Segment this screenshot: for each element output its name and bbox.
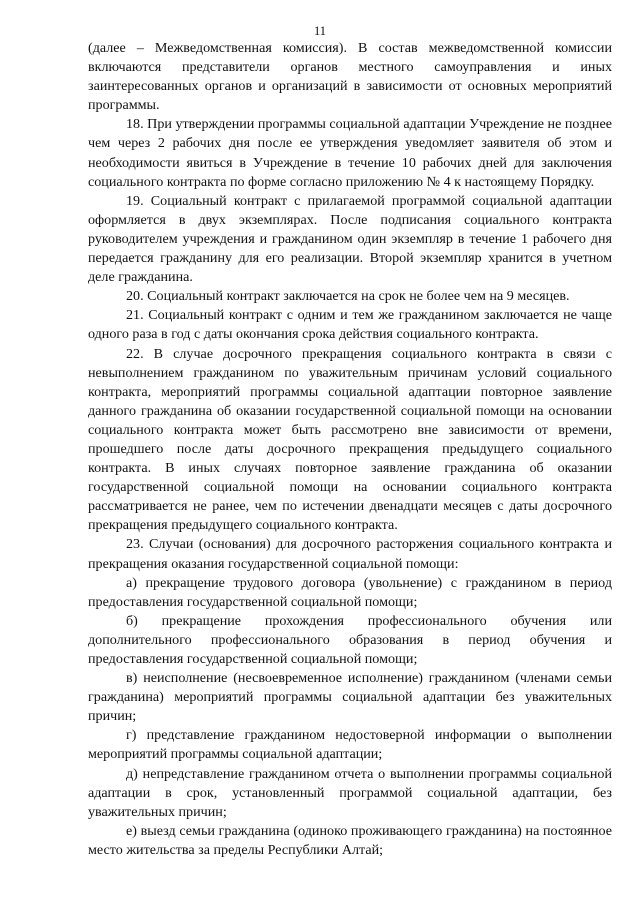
subitem-b: б) прекращение прохождения профессионального обучения или дополнительного профессионального образования в период обучения и предоставления государственной социальной помощи; bbox=[88, 612, 612, 667]
paragraph-item-19: 19. Социальный контракт с прилагаемой программой социальной адаптации оформляется в двух экземплярах. После подписания социального контракта руководителем учреждения и гражданином один экземпляр в течение 1 рабочего дня передается гражданину для его реализации. Второй экземпляр хранится в учетном деле гражданина. bbox=[88, 192, 612, 286]
paragraph-item-22: 22. В случае досрочного прекращения социального контракта в связи с невыполнением гражданином по уважительным причинам условий социального контракта, мероприятий программы социальной адаптации повторное заявление данного гражданина об оказании государственной социальной помощи на основании социального контракта может быть рассмотрено вне зависимости от времени, прошедшего после даты досрочного прекращения предыдущего социального контракта. В иных случаях повторное заявление гражданина об оказании государственной социальной помощи на основании социального контракта рассматривается не ранее, чем по истечении двенадцати месяцев с даты досрочного прекращения предыдущего социального контракта. bbox=[88, 345, 612, 534]
paragraph-item-23: 23. Случаи (основания) для досрочного расторжения социального контракта и прекращения оказания государственной социальной помощи: bbox=[88, 536, 612, 572]
page-number: 11 bbox=[313, 24, 327, 38]
document-body bbox=[88, 39, 612, 860]
paragraph-item-21: 21. Социальный контракт с одним и тем же гражданином заключается не чаще одного раза в год с даты окончания срока действия социального контракта. bbox=[88, 307, 612, 343]
subitem-a: а) прекращение трудового договора (увольнение) с гражданином в период предоставления государственной социальной помощи; bbox=[88, 574, 612, 610]
subitem-e: е) выезд семьи гражданина (одиноко проживающего гражданина) на постоянное место жительства за пределы Республики Алтай; bbox=[88, 822, 612, 858]
subitem-v: в) неисполнение (несвоевременное исполнение) гражданином (членами семьи гражданина) мероприятий программы социальной адаптации без уважительных причин; bbox=[88, 670, 612, 725]
subitem-d: д) непредставление гражданином отчета о выполнении программы социальной адаптации в срок, установленный программой социальной адаптации, без уважительных причин; bbox=[88, 765, 612, 820]
subitem-g: г) представление гражданином недостоверной информации о выполнении мероприятий программы социальной адаптации; bbox=[88, 727, 612, 763]
paragraph-item-18: 18. При утверждении программы социальной адаптации Учреждение не позднее чем через 2 рабочих дня после ее утверждения уведомляет заявителя об этом и необходимости явиться в Учреждение в течение 10 рабочих дней для заключения социального контракта по форме согласно приложению № 4 к настоящему Порядку. bbox=[88, 116, 612, 190]
paragraph-continuation: (далее – Межведомственная комиссия). В состав межведомственной комиссии включаются представители органов местного самоуправления и иных заинтересованных органов и организаций в зависимости от основных мероприятий программы. bbox=[88, 40, 612, 114]
paragraph-item-20: 20. Социальный контракт заключается на срок не более чем на 9 месяцев. bbox=[126, 288, 570, 305]
